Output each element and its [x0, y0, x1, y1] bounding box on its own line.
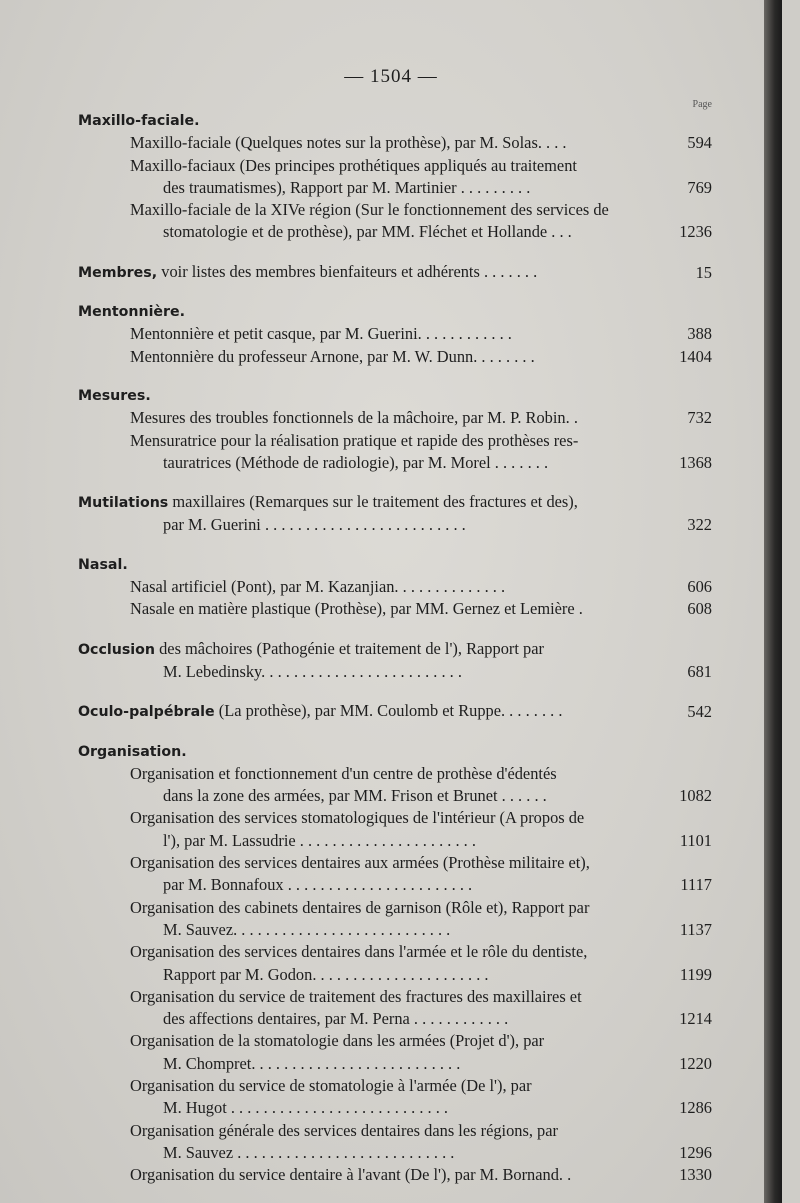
- index-entry: [130, 407, 712, 429]
- entry-page-number: 732: [687, 408, 712, 428]
- entry-page-number: 1214: [679, 1009, 712, 1029]
- entry-line: [130, 874, 712, 896]
- entry-text: Mentonnière du professeur Arnone, par M. W. Dunn. . . . . . . .: [130, 346, 535, 366]
- index-section: [78, 554, 712, 621]
- entry-line: [130, 807, 712, 829]
- entry-line: [130, 346, 712, 368]
- entry-text: Maxillo-faciale (Quelques notes sur la prothèse), par M. Solas. . . .: [130, 133, 567, 153]
- entry-text: Rapport par M. Godon. . . . . . . . . . . . . . . . . . . . . .: [163, 964, 489, 984]
- index-entry: [130, 430, 712, 475]
- index-entry: [78, 261, 712, 284]
- index-section: [78, 491, 712, 537]
- entry-line: [130, 830, 712, 852]
- index-entry: [130, 576, 712, 598]
- index-entry: [130, 763, 712, 808]
- entry-text: Organisation et fonctionnement d'un centre de prothèse d'édentés: [130, 763, 557, 783]
- entry-text: M. Hugot . . . . . . . . . . . . . . . . . . . . . . . . . . .: [163, 1098, 449, 1118]
- entry-page-number: 594: [687, 133, 712, 153]
- entry-line: [130, 155, 712, 177]
- entry-text: Mesures des troubles fonctionnels de la mâchoire, par M. P. Robin. .: [130, 408, 578, 428]
- index-section: [78, 261, 712, 284]
- entry-line: [130, 986, 712, 1008]
- entry-page-number: 542: [687, 702, 712, 722]
- index-entry: [78, 700, 712, 723]
- entry-text: tauratrices (Méthode de radiologie), par M. Morel . . . . . . .: [163, 452, 549, 472]
- entry-text: Organisation des services dentaires dans l'armée et le rôle du dentiste,: [130, 942, 588, 962]
- section-heading: Mutilations: [78, 495, 169, 512]
- entry-page-number: 1286: [679, 1098, 712, 1118]
- page-column-label: Page: [692, 99, 712, 110]
- entry-page-number: 1137: [679, 919, 712, 939]
- entry-page-number: 1082: [679, 786, 712, 806]
- section-heading: Maxillo-faciale.: [78, 113, 200, 129]
- entry-text: Mensuratrice pour la réalisation pratique et rapide des prothèses res-: [130, 430, 579, 450]
- entry-page-number: 1330: [679, 1165, 712, 1185]
- entry-line: [130, 132, 712, 154]
- entry-text: par M. Bonnafoux . . . . . . . . . . . . . . . . . . . . . . .: [163, 875, 473, 895]
- index-entry: [78, 491, 712, 514]
- entry-text: Organisation des cabinets dentaires de garnison (Rôle et), Rapport par: [130, 897, 590, 917]
- entry-text: des traumatismes), Rapport par M. Martinier . . . . . . . . .: [163, 177, 531, 197]
- entry-page-number: 1117: [680, 875, 712, 895]
- entry-line: [130, 1075, 712, 1097]
- page-edge-shadow: [764, 0, 782, 1203]
- entry-continuation: [78, 661, 712, 683]
- entry-page-number: 388: [687, 324, 712, 344]
- entry-line: [130, 1142, 712, 1164]
- index-entry: [130, 897, 712, 942]
- index-section: [78, 301, 712, 368]
- index-section: [78, 385, 712, 474]
- entry-text: Nasal artificiel (Pont), par M. Kazanjian. . . . . . . . . . . . . .: [130, 577, 506, 597]
- index-entry: [78, 638, 712, 661]
- entry-line: [130, 430, 712, 452]
- index-entry: [130, 1075, 712, 1120]
- entry-text: M. Sauvez . . . . . . . . . . . . . . . . . . . . . . . . . . .: [163, 1142, 455, 1162]
- index-entry: [130, 807, 712, 852]
- entry-page-number: 1220: [679, 1053, 712, 1073]
- entry-text: Organisation générale des services dentaires dans les régions, par: [130, 1120, 558, 1140]
- index-section: [78, 110, 712, 244]
- section-heading: Nasal.: [78, 556, 128, 573]
- entry-text: Organisation du service de stomatologie à l'armée (De l'), par: [130, 1075, 532, 1095]
- entry-line: [130, 785, 712, 807]
- entry-text: Nasale en matière plastique (Prothèse), par MM. Gernez et Lemière .: [130, 599, 583, 619]
- entry-line: [130, 407, 712, 429]
- entry-text: par M. Guerini . . . . . . . . . . . . . . . . . . . . . . . . .: [163, 515, 466, 535]
- entry-text: Organisation du service de traitement des fractures des maxillaires et: [130, 986, 582, 1006]
- page-number: — 1504 —: [344, 66, 438, 87]
- index-section: [78, 638, 712, 684]
- entry-line: [130, 1053, 712, 1075]
- entry-text: l'), par M. Lassudrie . . . . . . . . . . . . . . . . . . . . . .: [163, 830, 476, 850]
- entry-text: dans la zone des armées, par MM. Frison et Brunet . . . . . .: [163, 786, 547, 806]
- entry-page-number: 1404: [679, 346, 712, 366]
- entry-page-number: 1236: [679, 222, 712, 242]
- index-entry: [130, 199, 712, 244]
- entry-line: [130, 177, 712, 199]
- entry-page-number: 608: [687, 599, 712, 619]
- entry-text: voir listes des membres bienfaiteurs et adhérents . . . . . . .: [161, 261, 538, 281]
- entry-page-number: 1199: [679, 964, 712, 984]
- entry-line: [130, 941, 712, 963]
- entry-text: maxillaires (Remarques sur le traitement des fractures et des),: [172, 492, 578, 512]
- entry-page-number: 1101: [679, 830, 712, 850]
- index-entry: [130, 598, 712, 620]
- entry-text: Organisation des services dentaires aux armées (Prothèse militaire et),: [130, 853, 590, 873]
- entry-page-number: 606: [687, 577, 712, 597]
- entry-line: [130, 897, 712, 919]
- entry-page-number: 1368: [679, 452, 712, 472]
- index-section: [78, 700, 712, 723]
- entry-line: [130, 199, 712, 221]
- index-entry: [130, 155, 712, 200]
- entry-text: Mentonnière et petit casque, par M. Guerini. . . . . . . . . . . .: [130, 324, 512, 344]
- entry-text: M. Chompret. . . . . . . . . . . . . . . . . . . . . . . . . .: [163, 1053, 461, 1073]
- entry-line: [130, 1164, 712, 1186]
- index-entry: [130, 852, 712, 897]
- section-heading: Organisation.: [78, 743, 187, 760]
- entry-text: Organisation du service dentaire à l'avant (De l'), par M. Bornand. .: [130, 1165, 572, 1185]
- entry-line: [130, 919, 712, 941]
- entry-line: [130, 964, 712, 986]
- entry-text: Organisation de la stomatologie dans les armées (Projet d'), par: [130, 1031, 545, 1051]
- index-entry: [130, 1120, 712, 1165]
- index-entry: [130, 986, 712, 1031]
- section-heading: Oculo-palpébrale: [78, 704, 215, 721]
- entry-line: [130, 598, 712, 620]
- entry-page-number: 322: [687, 515, 712, 535]
- section-heading: Membres,: [78, 264, 158, 281]
- entry-line: [130, 1120, 712, 1142]
- entry-text: des mâchoires (Pathogénie et traitement de l'), Rapport par: [159, 638, 544, 658]
- entry-line: [130, 852, 712, 874]
- entry-text: stomatologie et de prothèse), par MM. Fléchet et Hollande . . .: [163, 222, 572, 242]
- entry-line: [130, 221, 712, 243]
- entry-line: [130, 452, 712, 474]
- index-section: [78, 741, 712, 1187]
- entry-text: Organisation des services stomatologiques de l'intérieur (A propos de: [130, 808, 585, 828]
- entry-continuation: [78, 514, 712, 536]
- entry-line: [130, 323, 712, 345]
- entry-text: Maxillo-faciaux (Des principes prothétiques appliqués au traitement: [130, 155, 577, 175]
- entry-text: M. Sauvez. . . . . . . . . . . . . . . . . . . . . . . . . . .: [163, 919, 451, 939]
- index-entry: [130, 1164, 712, 1186]
- index-entry: [130, 132, 712, 154]
- index-entry: [130, 1030, 712, 1075]
- section-heading: Occlusion: [78, 641, 155, 658]
- section-heading: Mesures.: [78, 387, 151, 404]
- index-content: [78, 110, 712, 1203]
- entry-page-number: 769: [687, 177, 712, 197]
- entry-text: des affections dentaires, par M. Perna . . . . . . . . . . . .: [163, 1009, 509, 1029]
- index-entry: [130, 346, 712, 368]
- entry-line: [130, 763, 712, 785]
- entry-line: [130, 1008, 712, 1030]
- entry-line: [130, 1097, 712, 1119]
- entry-page-number: 1296: [679, 1142, 712, 1162]
- entry-line: [130, 576, 712, 598]
- index-entry: [130, 323, 712, 345]
- entry-text: Maxillo-faciale de la XIVe région (Sur le fonctionnement des services de: [130, 200, 609, 220]
- entry-text: M. Lebedinsky. . . . . . . . . . . . . . . . . . . . . . . . .: [163, 661, 462, 681]
- entry-page-number: 681: [687, 661, 712, 681]
- entry-page-number: 15: [695, 262, 712, 282]
- entry-line: [130, 1030, 712, 1052]
- section-heading: Mentonnière.: [78, 304, 186, 321]
- entry-text: (La prothèse), par MM. Coulomb et Ruppe. . . . . . . .: [218, 701, 563, 721]
- index-entry: [130, 941, 712, 986]
